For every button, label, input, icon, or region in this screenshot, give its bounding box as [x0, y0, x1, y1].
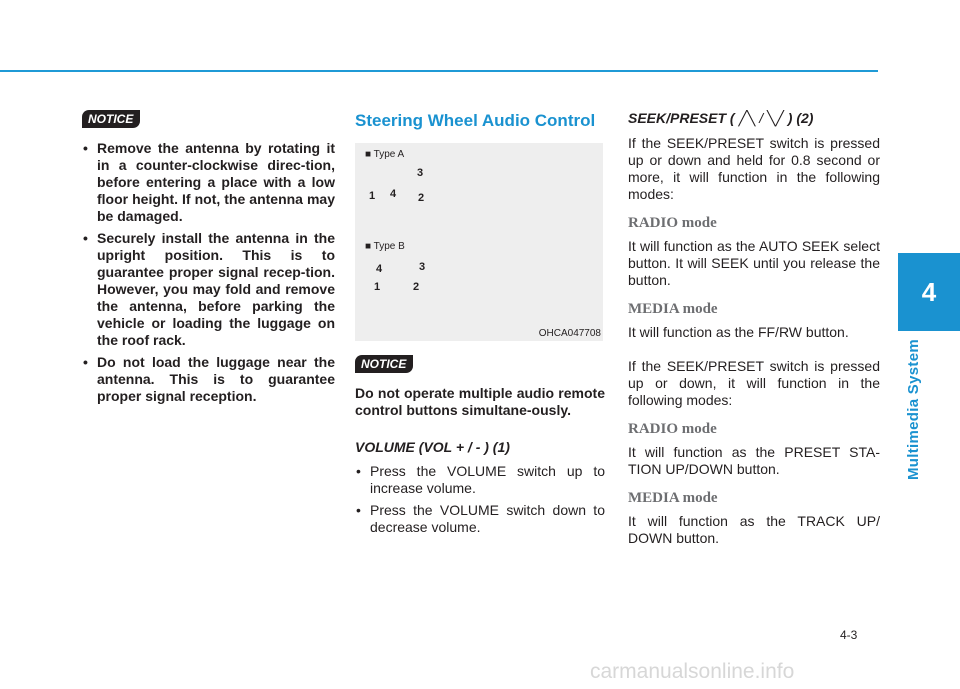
left-column [82, 110, 335, 410]
list-item: • Press the VOLUME switch up to increase volume. [355, 463, 605, 497]
list-item: • Press the VOLUME switch down to decrease volume. [355, 502, 605, 536]
notice-badge: NOTICE [82, 110, 140, 128]
figure-callout: 2 [413, 281, 420, 293]
list-item: • Do not load the luggage near the antenna. This is to guarantee proper signal reception. [82, 354, 335, 405]
chapter-title: Multimedia System [905, 339, 922, 480]
volume-heading: VOLUME (VOL + / - ) (1) [355, 439, 510, 455]
seek-hold-text: If the SEEK/PRESET switch is pressed up or down and held for 0.8 second or more, it will function in the following modes: [628, 135, 880, 202]
list-item: • Remove the antenna by rotating it in a counter-clockwise direc-tion, before entering a place with a low floor height. If not, the antenna may be damaged. [82, 140, 335, 225]
figure-callout: 3 [417, 167, 424, 179]
seek-slash: / [759, 110, 764, 126]
radio-mode-heading: RADIO mode [628, 421, 717, 437]
figure-callout: 3 [419, 261, 426, 273]
notice-wrap [355, 355, 605, 373]
notice-text: Do not operate multiple audio remote control buttons simultane-ously. [355, 385, 605, 418]
figure-callout: 1 [369, 190, 376, 202]
middle-column [355, 110, 605, 541]
volume-list [355, 463, 605, 536]
radio-mode-heading: RADIO mode [628, 215, 717, 231]
media-mode-text: It will function as the FF/RW button. [628, 324, 849, 340]
seek-heading [628, 110, 880, 127]
figure-type-b-label: ■ Type B [365, 241, 405, 252]
chevron-up-icon: ╱╲ [738, 110, 756, 126]
figure-callout: 2 [418, 192, 425, 204]
page-number: 4-3 [840, 628, 858, 642]
chapter-number: 4 [921, 276, 937, 307]
antenna-notice-list [82, 140, 335, 405]
figure-callout: 4 [390, 188, 397, 200]
notice-badge: NOTICE [355, 355, 413, 373]
chapter-tab[interactable] [898, 253, 960, 331]
figure-type-a-label: ■ Type A [365, 149, 405, 160]
media-mode-text: It will function as the TRACK UP/ DOWN button. [628, 513, 880, 546]
list-item: • Securely install the antenna in the upright position. This is to guarantee proper signal recep-tion. However, you may fold and remove the antenna, before parking the vehicle or loading the luggage on the roof rack. [82, 230, 335, 349]
header-rule [0, 70, 878, 72]
figure-code: OHCA047708 [538, 328, 601, 339]
figure-callout: 1 [374, 281, 381, 293]
figure-callout: 4 [376, 263, 383, 275]
media-mode-heading: MEDIA mode [628, 490, 718, 506]
radio-mode-text: It will function as the PRESET STA-TION UP/DOWN button. [628, 444, 880, 477]
seek-heading-suffix: ) (2) [787, 110, 814, 126]
seek-heading-prefix: SEEK/PRESET ( [628, 110, 735, 126]
right-column [628, 110, 880, 547]
seek-press-text: If the SEEK/PRESET switch is pressed up or down, it will function in the following modes: [628, 358, 880, 408]
radio-mode-text: It will function as the AUTO SEEK select button. It will SEEK until you release the button. [628, 238, 880, 288]
section-title: Steering Wheel Audio Control [355, 111, 596, 130]
watermark[interactable]: carmanualsonline.info [590, 660, 795, 683]
media-mode-heading: MEDIA mode [628, 301, 718, 317]
steering-wheel-figure [355, 143, 603, 341]
chevron-down-icon: ╲╱ [767, 110, 784, 126]
